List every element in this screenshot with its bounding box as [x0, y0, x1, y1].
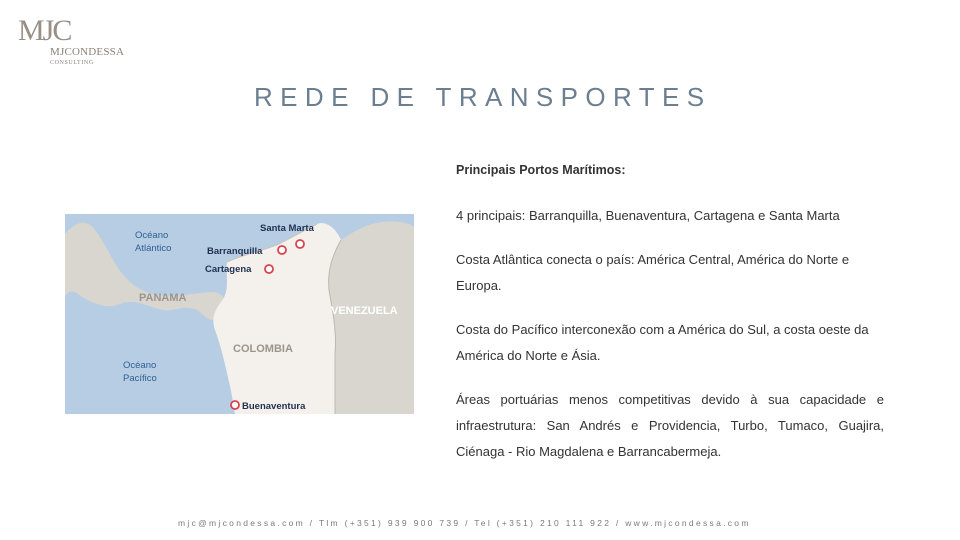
footer-contact: mjc@mjcondessa.com / Tlm (+351) 939 900 739 / Tel (+351) 210 111 922 / www.mjcondessa.com [178, 518, 751, 528]
logo-name: MJCONDESSA [50, 46, 125, 58]
map-land-venezuela [329, 221, 414, 414]
paragraph-atlantic-coast: Costa Atlântica conecta o país: América Central, América do Norte e Europa. [456, 252, 850, 293]
label-ocean-atlantic-2: Atlántico [135, 243, 172, 254]
label-colombia: COLOMBIA [233, 343, 293, 355]
paragraph-main-ports: 4 principais: Barranquilla, Buenaventura, Cartagena e Santa Marta [456, 208, 840, 223]
port-marker-cartagena [265, 265, 273, 273]
paragraph-port-areas: Áreas portuárias menos competitivas devido à sua capacidade e infraestrutura: San Andrés e Providencia, Turbo, Tumaco, Guajira, Ciénaga - Rio Magdalena e Barrancabermeja. [456, 392, 884, 459]
company-logo [16, 14, 126, 74]
label-venezuela: VENEZUELA [331, 305, 398, 317]
port-marker-santa-marta [296, 240, 304, 248]
content-block [456, 163, 884, 483]
label-ocean-pacific-2: Pacífico [123, 373, 157, 384]
logo-subtitle: CONSULTING [50, 60, 94, 66]
paragraph-pacific-coast: Costa do Pacífico interconexão com a América do Sul, a costa oeste da América do Norte e Ásia. [456, 322, 869, 363]
label-ocean-atlantic-1: Océano [135, 230, 169, 241]
label-santa-marta: Santa Marta [260, 223, 314, 234]
section-heading: Principais Portos Marítimos: [456, 163, 626, 177]
port-marker-barranquilla [278, 246, 286, 254]
logo-mark: MJC [18, 14, 71, 47]
label-buenaventura: Buenaventura [242, 401, 306, 412]
label-cartagena: Cartagena [205, 264, 252, 275]
port-marker-buenaventura [231, 401, 239, 409]
label-panama: PANAMA [139, 292, 187, 304]
ports-map [65, 214, 414, 414]
page-title: REDE DE TRANSPORTES [254, 82, 712, 112]
label-ocean-pacific-1: Océano [123, 360, 157, 371]
label-barranquilla: Barranquilla [207, 246, 263, 257]
